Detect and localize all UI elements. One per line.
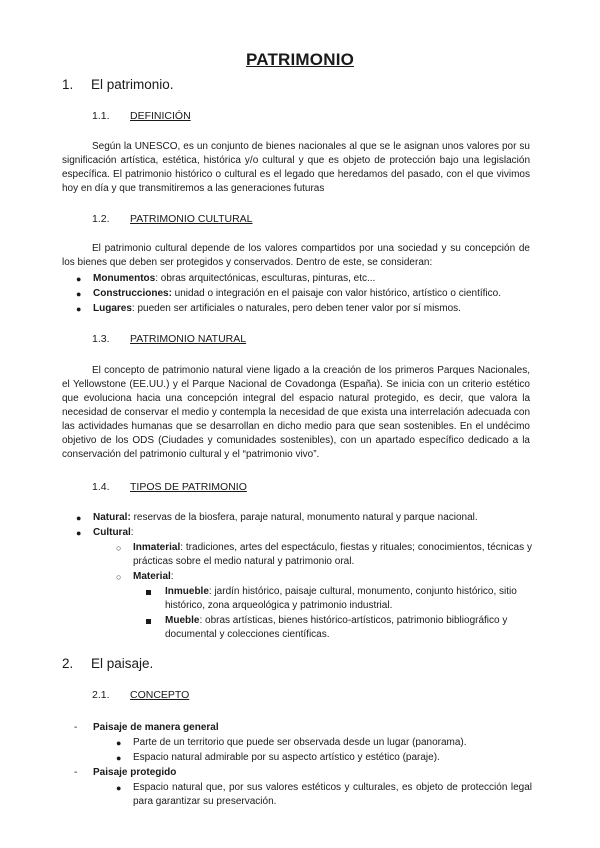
definition-paragraph: Según la UNESCO, es un conjunto de bienes nacionales al que se le asignan unos valores por su significación artística, estética, histórica y/o cultural y que es objeto de protección bajo una legislación específica. El patrimonio histórico o cultural es el legado que heredamos del pasado, con el que vivimos hoy en día y que transmitiremos a las generaciones futuras xyxy=(62,141,530,194)
document-page: PATRIMONIO 1. El patrimonio. 1.1. DEFINICIÓN Según la UNESCO, es un conjunto de bienes nacionales al que se le asignan unos valores por su significación artística, estética, histórica y/o cultural y que es objeto de protección bajo una legislación específica. El patrimonio histórico o cultural es el legado que heredamos del pasado, con el que vivimos hoy en día y que transmitiremos a las generaciones futuras 1.2. PATRIMONIO CULTURAL El patrimonio cultural depende de los valores compartidos por una sociedad y su concepción de los bienes que deben ser protegidos y conservados. Dentro de este, se consideran: ● Monumentos: obras arquitectónicas, esculturas, pinturas, etc... ● Construcciones: unidad o integración en el paisaje con valor histórico, artístico o científico. ● Lugares: pueden ser artificiales o naturales, pero deben tener valor por sí mismos. 1.3. PATRIMONIO NATURAL El concepto de patrimonio natural viene ligado a la creación de los primeros Parques Nacionales, el Yellowstone (EE.UU.) y el Parque Nacional de Covadonga (España). Se inicia con un criterio estético que evoluciona hacia una concepción integral del espacio natural protegido, es decir, que valora la necesidad de conservar el medio y contempla la necesidad de que exista una interrelación adecuada con las actividades humanas que se desarrollan en dicho medio para que sean sostenibles. En el undécimo objetivo de los ODS (Ciudades y comunidades sostenibles), con un apartado específico dedicado a la conservación del patrimonio cultural y el “patrimonio vivo”. 1.4. TIPOS DE PATRIMONIO ● Natural: reservas de la biosfera, paraje natural, monumento natural y parque nacional. ● Cultural: ○ Inmaterial: tradiciones, artes del espectáculo, fiestas y rituales; conocimientos, técnicas y prácticas sobre el medio natural y patrimonio oral. ○ Material: Inmueble: jardín histórico, paisaje cultural, monumento, conjunto histórico, sitio histórico, zona arqueológica y patrimonio industrial. Mueble: obras artísticas, bienes histórico-artísticos, patrimonio bibliográfico y documental y colecciones científicas. 2. El paisaje. 2.1. CONCEPTO - Paisaje de manera general ● Parte de un territorio que puede ser observada desde un lugar (panorama). ● Espacio natural admirable por su aspecto artístico y estético (paraje). - Paisaje protegido ● Espacio natural que, por sus valores estéticos y culturales, es objeto de protección legal para garantizar su preservación. xyxy=(0,0,600,848)
list-item-inmaterial: ○ Inmaterial: tradiciones, artes del espectáculo, fiestas y rituales; conocimientos, técnicas y prácticas sobre el medio natural y patrimonio oral. xyxy=(116,542,532,567)
natural-paragraph: El concepto de patrimonio natural viene ligado a la creación de los primeros Parques Nacionales, el Yellowstone (EE.UU.) y el Parque Nacional de Covadonga (España). Se inicia con un criterio estético que evoluciona hacia una concepción integral del espacio natural protegido, es decir, que valora la necesidad de conservar el medio y contempla la necesidad de que exista una interrelación adecuada con las actividades humanas que se desarrollan en dicho medio para que sean sostenibles. En el undécimo objetivo de los ODS (Ciudades y comunidades sostenibles), con un apartado específico dedicado a la conservación del patrimonio cultural y el “patrimonio vivo”. xyxy=(62,365,530,460)
page-title: PATRIMONIO xyxy=(245,50,355,69)
cultural-paragraph: El patrimonio cultural depende de los valores compartidos por una sociedad y su concepción de los bienes que deben ser protegidos y conservados. Dentro de este, se consideran: xyxy=(62,243,530,268)
